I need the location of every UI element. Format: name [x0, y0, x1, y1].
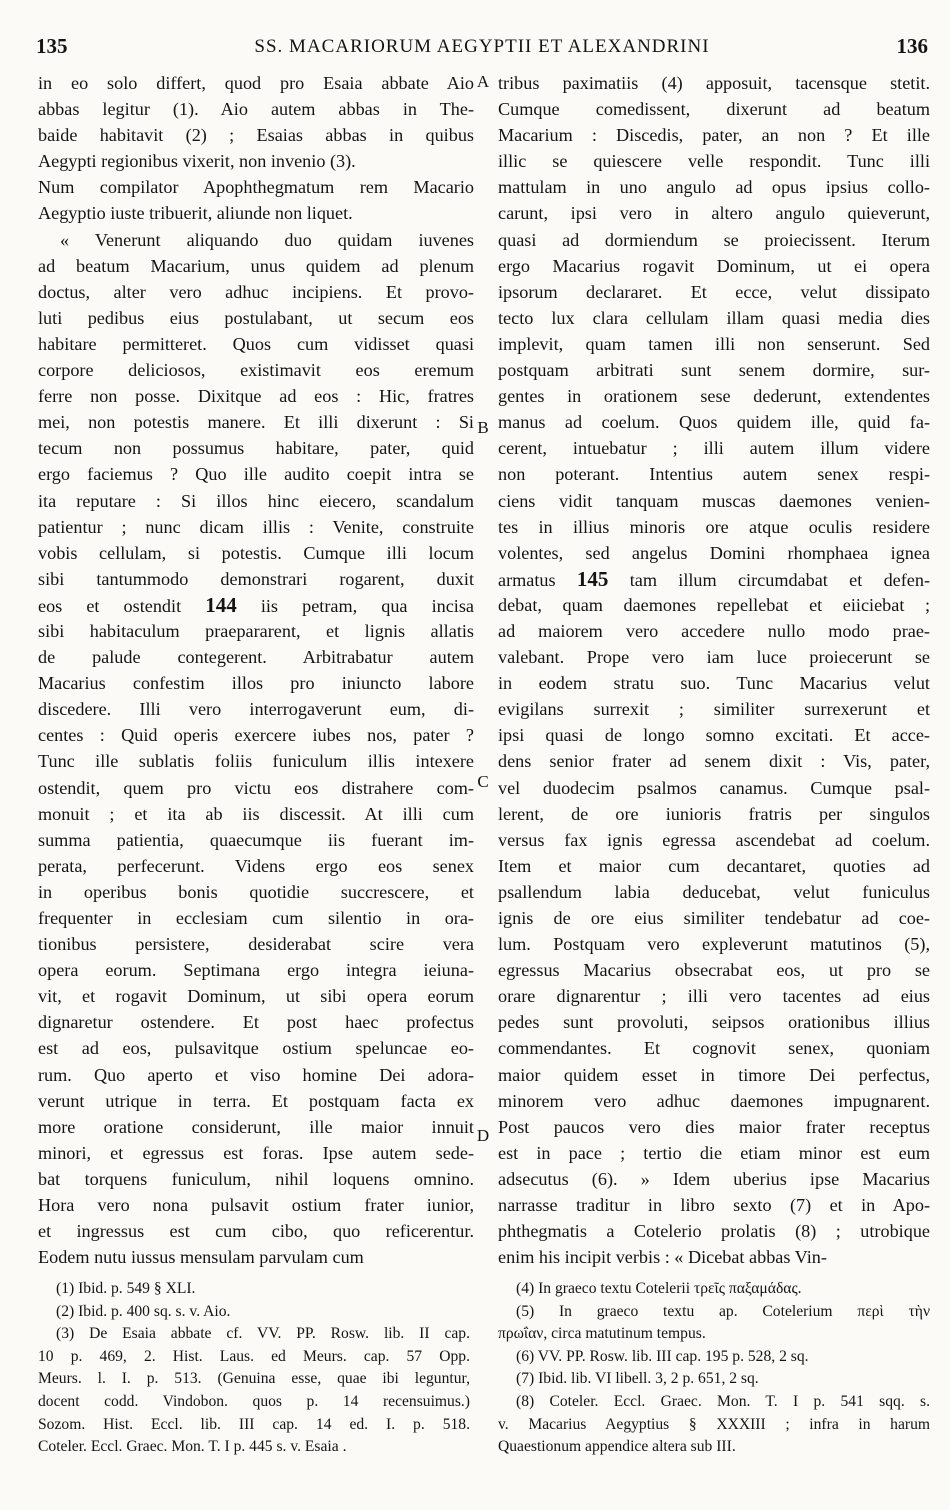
text-line	[38, 409, 474, 435]
text-line-content: phthegmatis a Cotelerio prolatis (8) ; utrobique	[498, 1221, 930, 1242]
text-line-content: enim his incipit verbis : « Dicebat abbas Vin-	[498, 1247, 827, 1268]
text-line-content: bat torquens funiculum, nihil loquens omnino.	[38, 1168, 474, 1189]
text-line	[498, 879, 930, 905]
text-line-content: armatus	[498, 569, 556, 590]
text-line-content: vobis cellulam, si potestis. Cumque illi locum	[38, 542, 474, 563]
text-line	[498, 748, 930, 774]
text-line	[498, 96, 930, 122]
text-line	[498, 174, 930, 200]
text-line-content: discedere. Illi vero interrogaverunt eum, di-	[38, 699, 474, 720]
margin-letter-c: C	[477, 772, 489, 791]
text-line	[38, 461, 474, 487]
text-line	[498, 644, 930, 670]
text-line	[38, 70, 474, 96]
text-line	[38, 1009, 474, 1035]
text-line-content: habitare permitteret. Quos cum vidisset quasi	[38, 333, 474, 354]
text-line	[38, 775, 474, 801]
text-line-content: minori, et egressus est foras. Ipse autem sede-	[38, 1142, 474, 1163]
text-line-content: Tunc ille sublatis foliis funiculum illis intexere	[38, 751, 474, 772]
text-line-content: abbas legitur (1). Aio autem abbas in The-	[38, 99, 474, 120]
footnote-line: (4) In graeco textu Cotelerii τρεῖς παξαμάδας.	[516, 1280, 802, 1297]
footnote-line: (3) De Esaia abbate cf. VV. PP. Rosw. lib. II cap.	[56, 1325, 470, 1343]
text-line-content: est in pace ; tertio die etiam minor est eum	[498, 1142, 930, 1163]
running-title: SS. MACARIORUM AEGYPTII ET ALEXANDRINI	[254, 36, 710, 57]
footnote-line: (1) Ibid. p. 549 § XLI.	[56, 1280, 196, 1297]
text-line	[38, 253, 474, 279]
text-line-content: Num compilator Apophthegmatum rem Macario	[38, 177, 474, 198]
text-line-content: frequenter in ecclesiam cum silentio in ora-	[38, 908, 474, 928]
text-line-content: eos et ostendit	[38, 595, 182, 616]
text-line-content: lum. Postquam vero expleverunt matutinos (5),	[498, 934, 930, 955]
margin-letter-d: D	[476, 1126, 490, 1145]
text-line-content: opera eorum. Septimana ergo integra ieiuna-	[38, 960, 474, 981]
footnote-line: Meurs. l. I. p. 513. (Genuina esse, quae ibi leguntur,	[38, 1370, 470, 1388]
text-line	[498, 592, 930, 618]
text-line-content: postquam arbitrati sunt senem dormire, sur-	[498, 360, 930, 381]
footnote-line: (2) Ibid. p. 400 sq. s. v. Aio.	[56, 1302, 231, 1320]
text-line	[498, 357, 930, 383]
text-line-content: tecum non possumus habitare, pater, quid	[38, 438, 474, 459]
text-line-content: evigilans surrexit ; similiter surrexerunt et	[498, 699, 930, 720]
text-line-continuation: iis petram, qua incisa	[260, 595, 474, 616]
footnote-line: Quaestionum appendice altera sub III.	[498, 1438, 736, 1456]
text-line	[38, 618, 474, 644]
text-line-content: tes in illius minoris ore atque oculis residere	[498, 516, 930, 537]
text-line	[38, 435, 474, 461]
text-line-content: lerent, de ore iunioris fratris per singulos	[498, 803, 930, 824]
text-line-content: ciens vidit tanquam muscas daemones venien-	[498, 490, 930, 511]
text-line	[498, 1244, 930, 1270]
text-line	[38, 592, 474, 618]
text-line	[38, 383, 474, 409]
left-column	[38, 70, 474, 1270]
text-line-content: non poterant. Intentius autem senex respi-	[498, 464, 930, 485]
margin-letter-a: A	[476, 72, 490, 91]
text-line	[498, 957, 930, 983]
text-line	[38, 227, 474, 253]
text-line-content: maior quidem esset in timore Dei perfectus,	[498, 1064, 930, 1085]
text-line	[498, 905, 930, 931]
text-line-content: dignaretur ostendere. Et post haec profectus	[38, 1012, 474, 1033]
text-line-content: volentes, sed angelus Domini rhomphaea ignea	[498, 542, 930, 563]
text-line	[498, 1062, 930, 1088]
text-line-content: ipsi quasi de longo somno excitati. Et acce-	[498, 725, 930, 746]
text-line	[38, 670, 474, 696]
text-line	[38, 1088, 474, 1114]
text-line-content: carunt, ipsi vero in altero angulo quieverunt,	[498, 203, 930, 224]
text-line-content: de palude contegerent. Arbitrabatur autem	[38, 647, 474, 668]
text-line	[498, 200, 930, 226]
text-line-content: implevit, quam tamen illi non senserunt. Sed	[498, 333, 930, 354]
text-line-content: valebant. Prope vero iam luce proiecerunt se	[498, 647, 930, 668]
text-line	[498, 488, 930, 514]
text-line-content: et ingressus est cum cibo, quo reficerentur.	[38, 1221, 474, 1242]
text-line-content: illic se quiescere velle respondit. Tunc illi	[498, 151, 930, 172]
text-line-content: « Venerunt aliquando duo quidam iuvenes	[60, 229, 474, 250]
text-line-content: baide habitavit (2) ; Esaias abbas in quibus	[38, 125, 474, 146]
text-line-content: in operibus bonis quotidie succrescere, et	[38, 881, 474, 902]
text-line	[498, 227, 930, 253]
page-number-left: 135	[36, 34, 68, 58]
text-line	[498, 409, 930, 435]
text-line	[38, 853, 474, 879]
text-line	[498, 70, 930, 96]
text-line-content: Post paucos vero dies maior frater receptus	[498, 1116, 930, 1137]
section-number: 145	[576, 566, 609, 591]
text-line	[38, 748, 474, 774]
text-line	[38, 696, 474, 722]
text-line	[38, 305, 474, 331]
text-line	[498, 827, 930, 853]
text-line-content: quasi ad dormiendum se proiecissent. Iterum	[498, 229, 930, 250]
text-line-content: commendantes. Et cognovit senex, quoniam	[498, 1038, 930, 1059]
footnote-line: docent codd. Vindobon. quos p. 14 recensuimus.)	[38, 1392, 470, 1410]
text-line-content: centes : Quid operis exercere iubes nos, pater ?	[38, 725, 474, 746]
text-line	[498, 514, 930, 540]
text-line	[498, 1166, 930, 1192]
text-line-content: ergo Macarius rogavit Dominum, ut ei opera	[498, 255, 930, 276]
text-line	[498, 148, 930, 174]
footnote-line: πρωΐαν, circa matutinum tempus.	[498, 1325, 706, 1343]
text-line-content: ferre non posse. Dixitque ad eos : Hic, fratres	[38, 386, 474, 407]
text-line-content: corpore deliciosos, existimavit eos eremum	[38, 360, 474, 381]
text-line-content: narrasse traditur in libro sexto (7) et in Apo-	[498, 1195, 930, 1216]
text-line	[498, 1192, 930, 1218]
text-line	[38, 540, 474, 566]
page-number-right: 136	[896, 34, 928, 58]
text-line-content: Hora vero nona pulsavit ostium frater iunior,	[38, 1195, 474, 1216]
text-line	[498, 331, 930, 357]
text-line-content: in eo solo differt, quod pro Esaia abbate Aio	[38, 73, 474, 93]
text-line-content: sibi habitaculum praepararent, et lignis allatis	[38, 620, 474, 641]
text-line	[498, 566, 930, 592]
text-line	[498, 1009, 930, 1035]
text-line	[38, 1140, 474, 1166]
text-line	[38, 1062, 474, 1088]
text-line-content: ad maiorem vero accedere nullo modo prae-	[498, 620, 930, 641]
text-line	[498, 435, 930, 461]
text-line	[38, 1192, 474, 1218]
text-line	[38, 1218, 474, 1244]
text-line	[498, 722, 930, 748]
text-line	[498, 1114, 930, 1140]
text-line-content: patientur ; nunc dicam illis : Venite, construite	[38, 516, 474, 537]
text-line	[38, 983, 474, 1009]
footnotes-left	[38, 1278, 470, 1459]
footnote-line: v. Macarius Aegyptius § XXXIII ; infra in harum	[498, 1415, 930, 1433]
text-line	[38, 279, 474, 305]
text-line	[38, 174, 474, 200]
text-line-content: monuit ; et ita ab iis discessit. At illi cum	[38, 803, 474, 824]
text-line	[38, 644, 474, 670]
text-line-content: debat, quam daemones repellebat et eiiciebat ;	[498, 594, 930, 615]
text-line	[498, 122, 930, 148]
text-line-content: est ad eos, pulsavitque ostium speluncae eo-	[38, 1038, 474, 1059]
text-line-content: luti pedibus eius postulabant, ut secum eos	[38, 307, 474, 328]
text-line-content: adsecutus (6). » Idem uberius ipse Macarius	[498, 1168, 930, 1189]
text-line	[38, 827, 474, 853]
text-line	[498, 540, 930, 566]
text-line	[38, 96, 474, 122]
footnote-line: Sozom. Hist. Eccl. lib. III cap. 14 ed. I. p. 518.	[38, 1415, 470, 1433]
text-line-content: tribus paximatiis (4) apposuit, tacensque stetit.	[498, 73, 930, 93]
text-line-content: vit, et rogavit Dominum, ut sibi opera eorum	[38, 986, 474, 1007]
text-line-content: Aegypti regionibus vixerit, non invenio (3).	[38, 151, 356, 172]
text-line-content: ita reputare : Si illos hinc eiecero, scandalum	[38, 490, 474, 511]
section-number: 144	[205, 592, 237, 617]
text-line	[498, 1035, 930, 1061]
text-line-content: Macarius confestim illos pro iniuncto labore	[38, 673, 474, 694]
right-column	[498, 70, 930, 1270]
running-header	[36, 34, 928, 64]
text-line-content: Cumque comedissent, dixerunt ad beatum	[498, 99, 930, 120]
text-line	[498, 305, 930, 331]
text-line	[38, 122, 474, 148]
text-line	[498, 670, 930, 696]
margin-letter-b: B	[477, 418, 489, 437]
text-line	[498, 253, 930, 279]
text-line	[38, 957, 474, 983]
text-line	[498, 461, 930, 487]
text-line-content: cerent, intuebatur ; illi autem illum videre	[498, 438, 930, 459]
text-line	[38, 1166, 474, 1192]
footnote-line: (6) VV. PP. Rosw. lib. III cap. 195 p. 528, 2 sq.	[516, 1347, 809, 1365]
text-line	[498, 931, 930, 957]
text-line-content: Eodem nutu iussus mensulam parvulam cum	[38, 1247, 364, 1268]
text-line-content: ergo faciemus ? Quo ille audito coepit intra se	[38, 464, 474, 485]
text-line-content: mei, non potestis manere. Et illi dixerunt : Si	[38, 412, 474, 433]
text-line	[38, 905, 474, 931]
footnote-line: (5) In graeco textu ap. Cotelerium περὶ τὴν	[516, 1302, 930, 1320]
text-line	[38, 566, 474, 592]
footnote-line: (7) Ibid. lib. VI libell. 3, 2 p. 651, 2 sq.	[516, 1370, 759, 1388]
text-line	[38, 148, 474, 174]
text-line	[38, 331, 474, 357]
text-line-content: sibi tantummodo demonstrari rogarent, duxit	[38, 568, 474, 589]
text-line	[38, 879, 474, 905]
text-line-content: egressus Macarius obsecrabat eos, ut pro se	[498, 960, 930, 981]
text-line	[38, 200, 474, 226]
text-line-content: dens senior frater ad senem dixit : Vis, pater,	[498, 751, 930, 772]
text-line-content: perata, perfecerunt. Videns ergo eos senex	[38, 855, 474, 876]
text-line-content: ipsorum declararet. Et ecce, velut dissipato	[498, 281, 930, 302]
text-line-content: minorem vero adhuc daemones impugnarent.	[498, 1090, 930, 1111]
text-line-content: verunt utrique in terra. Et postquam facta ex	[38, 1090, 474, 1111]
text-line-content: tecto lux clara cellulam illam quasi media dies	[498, 307, 930, 328]
text-line	[498, 279, 930, 305]
text-line-content: more oratione considerunt, ille maior innuit	[38, 1116, 474, 1137]
text-line-content: doctus, alter vero adhuc incipiens. Et provo-	[38, 281, 474, 302]
text-line-content: rum. Quo aperto et viso homine Dei adora-	[38, 1064, 474, 1085]
text-line-content: ad beatum Macarium, unus quidem ad plenum	[38, 255, 474, 276]
footnote-line: 10 p. 469, 2. Hist. Laus. ed Meurs. cap. 57 Opp.	[38, 1347, 470, 1365]
text-line	[498, 1088, 930, 1114]
text-line-content: Item et maior cum decantaret, quoties ad	[498, 855, 930, 876]
text-line	[498, 618, 930, 644]
text-line-content: Macarium : Discedis, pater, an non ? Et ille	[498, 125, 930, 146]
text-line-content: manus ad coelum. Quos quidem ille, quid fa-	[498, 412, 930, 433]
footnotes-right	[498, 1278, 930, 1459]
text-line	[38, 514, 474, 540]
text-line	[38, 488, 474, 514]
text-line	[498, 801, 930, 827]
footnote-line: Coteler. Eccl. Graec. Mon. T. I p. 445 s. v. Esaia .	[38, 1438, 347, 1456]
text-line	[498, 983, 930, 1009]
text-line	[38, 1035, 474, 1061]
text-line-content: mattulam in uno angulo ad opus ipsius collo-	[498, 177, 930, 198]
text-line-content: versus fax ignis egressa ascendebat ad coelum.	[498, 829, 930, 850]
text-line-content: orare dignarentur ; illi vero tacentes ad eius	[498, 986, 930, 1007]
text-line	[498, 853, 930, 879]
text-line	[498, 1140, 930, 1166]
text-line-content: summa patientia, quaecumque iis fuerant im-	[38, 829, 474, 850]
text-line	[38, 931, 474, 957]
text-line	[38, 1114, 474, 1140]
text-line-content: pedes sunt provoluti, seipsos orationibus illius	[498, 1012, 930, 1033]
footnote-line: (8) Coteler. Eccl. Graec. Mon. T. I p. 541 sqq. s.	[516, 1392, 930, 1410]
text-line-content: psallendum labia deducebat, velut funiculus	[498, 881, 930, 902]
text-line	[38, 722, 474, 748]
text-line-content: tionibus persistere, desiderabat scire vera	[38, 934, 474, 955]
text-line	[38, 1244, 474, 1270]
text-line	[498, 696, 930, 722]
text-line	[38, 357, 474, 383]
text-line-continuation: tam illum circumdabat et defen-	[629, 569, 931, 590]
text-line-content: Aegyptio iuste tribuerit, aliunde non liquet.	[38, 203, 353, 224]
text-line	[498, 1218, 930, 1244]
text-line	[498, 383, 930, 409]
text-line-content: vel duodecim psalmos canamus. Cumque psal-	[498, 777, 930, 798]
text-line-content: in eodem stratu suo. Tunc Macarius velut	[498, 673, 930, 694]
text-line-content: gentes in orationem sese dederunt, extendentes	[498, 386, 930, 407]
text-line-content: ostendit, quem pro victu eos distrahere com-	[38, 777, 474, 798]
text-line	[498, 775, 930, 801]
text-line	[38, 801, 474, 827]
text-line-content: ignis de ore eius similiter tendebatur ad coe-	[498, 908, 930, 928]
